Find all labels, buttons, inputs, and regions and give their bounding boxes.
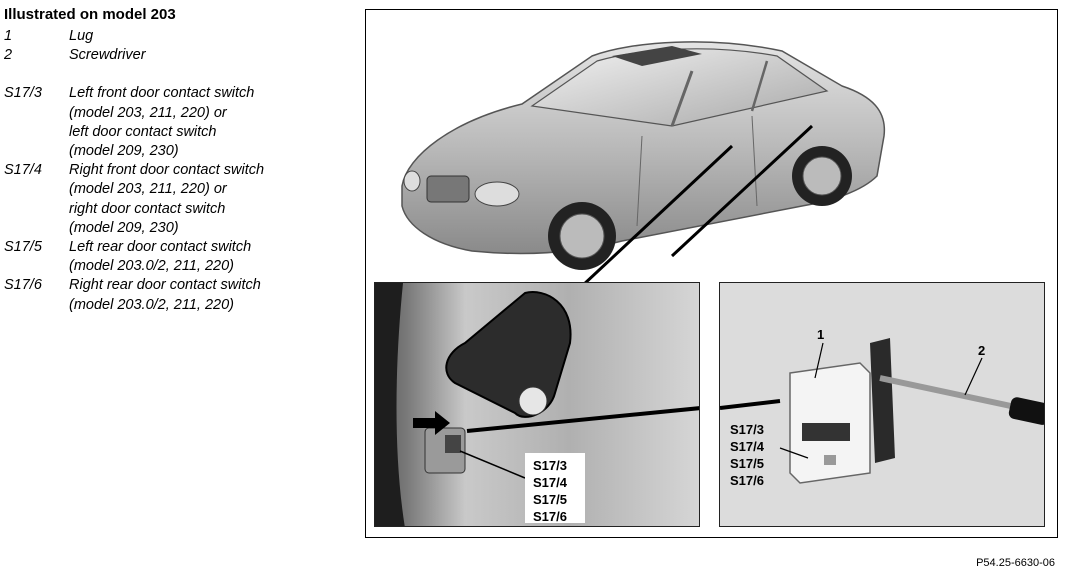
legend-item [4, 161, 264, 238]
code-label: S17/3 [730, 422, 764, 437]
code-label: S17/6 [533, 509, 567, 524]
legend-desc: Right front door contact switch (model 203, 211, 220) or right door contact switch (model 209, 230) [69, 162, 265, 236]
legend-code: 2 [4, 47, 13, 64]
legend-list [4, 27, 264, 315]
legend-code: S17/4 [4, 162, 42, 179]
code-label: S17/5 [730, 456, 764, 471]
legend-desc: Right rear door contact switch (model 203.0/2, 211, 220) [69, 277, 261, 313]
left-photo-codes [533, 457, 567, 525]
legend-code: 1 [4, 28, 13, 44]
callout-screwdriver: 2 [978, 343, 986, 358]
code-label: S17/4 [730, 439, 764, 454]
legend-desc: Lug [69, 28, 94, 44]
switch-removal-photo [719, 282, 1045, 527]
legend-item [4, 84, 264, 161]
legend-code: S17/6 [4, 277, 42, 294]
legend-desc: Left front door contact switch (model 203, 211, 220) or left door contact switch (model 209, 230) [69, 85, 255, 160]
page-title: Illustrated on model 203 [4, 6, 176, 23]
code-label: S17/6 [730, 473, 764, 488]
legend-item [4, 238, 264, 276]
right-photo-codes [730, 421, 764, 489]
figure-reference: P54.25-6630-06 [976, 557, 1055, 569]
legend-code: S17/3 [4, 85, 42, 102]
code-label: S17/4 [533, 475, 567, 490]
legend-desc: Screwdriver [69, 47, 146, 64]
legend-desc: Left rear door contact switch (model 203.0/2, 211, 220) [69, 239, 252, 275]
code-label: S17/5 [533, 492, 567, 507]
door-pillar-photo [374, 282, 700, 527]
legend-item [4, 276, 264, 314]
callout-lug: 1 [817, 327, 825, 342]
code-label: S17/3 [533, 458, 567, 473]
car-illustration [372, 16, 922, 284]
legend-item [4, 46, 264, 65]
legend-code: S17/5 [4, 239, 42, 256]
legend-item [4, 27, 264, 46]
illustration-frame [365, 9, 1058, 538]
